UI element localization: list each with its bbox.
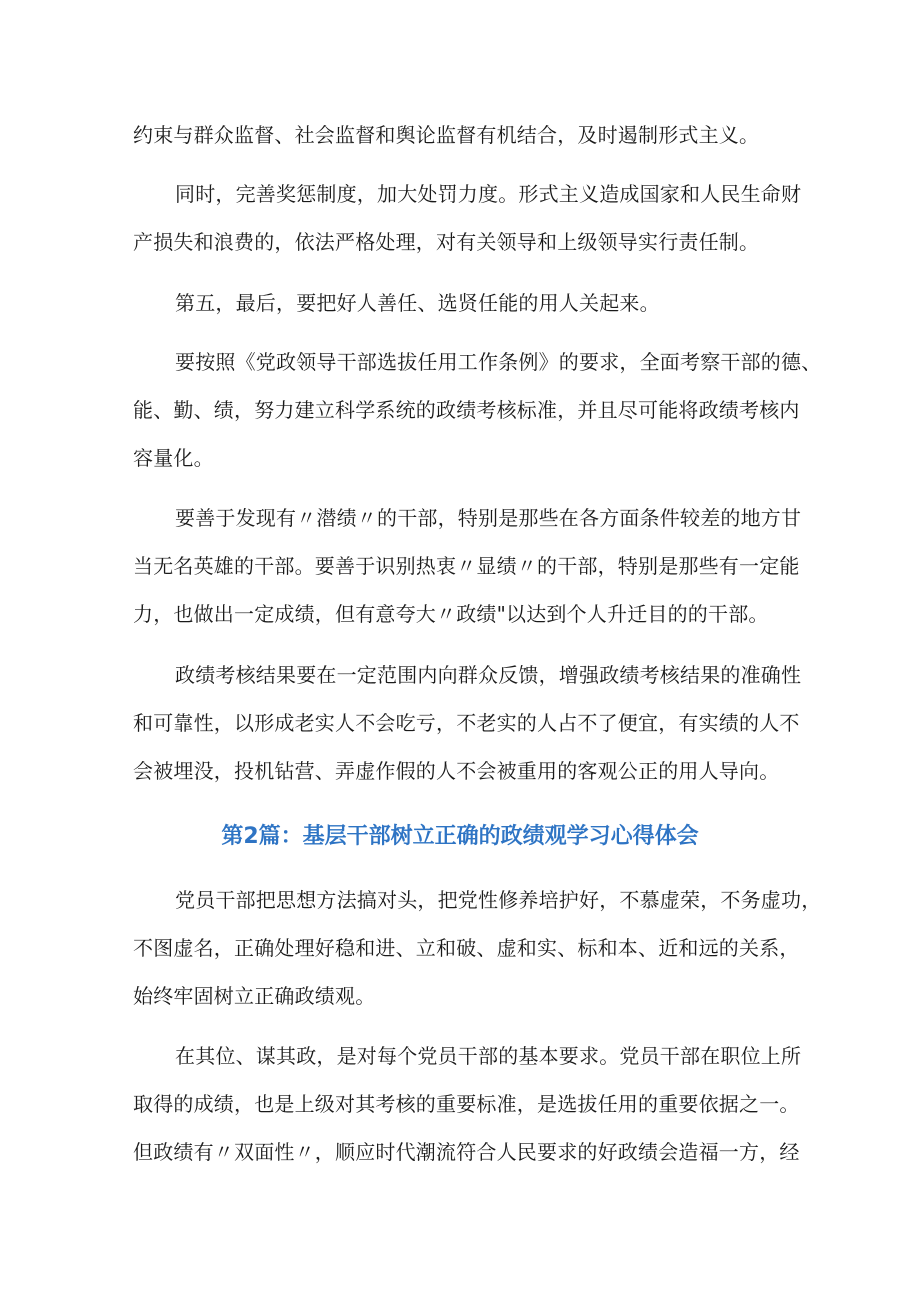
text-line: 容量化。: [133, 446, 214, 470]
paragraph-regulations: [133, 338, 822, 482]
text-line: 但政绩有〃双面性〃，顺应时代潮流符合人民要求的好政绩会造福一方，经: [133, 1140, 800, 1164]
text-line: 第五，最后，要把好人善任、选贤任能的用人关起来。: [175, 291, 660, 315]
text-line: 始终牢固树立正确政绩观。: [133, 984, 376, 1008]
text-line: 约束与群众监督、社会监督和舆论监督有机结合，及时遏制形式主义。: [133, 123, 760, 147]
text-line: 同时，完善奖惩制度，加大处罚力度。形式主义造成国家和人民生命财: [175, 182, 802, 206]
paragraph-point-five: [133, 279, 803, 327]
text-line: 要按照《党政领导干部选拔任用工作条例》的要求，全面考察干部的德、: [175, 350, 822, 374]
text-line: 要善于发现有〃潜绩〃的干部，特别是那些在各方面条件较差的地方甘: [175, 506, 802, 530]
paragraph-hidden-achievements: [133, 494, 803, 638]
text-line: 取得的成绩，也是上级对其考核的重要标准，是选拔任用的重要依据之一。: [133, 1092, 800, 1116]
paragraph-feedback: [133, 651, 803, 795]
text-line: 党员干部把思想方法搞对头，把党性修养培护好，不慕虚荣，不务虚功，: [175, 888, 822, 912]
text-line: 力，也做出一定成绩，但有意夸大〃政绩"以达到个人升迁目的的干部。: [133, 602, 769, 626]
section-heading: 第2篇：基层干部树立正确的政绩观学习心得体会: [221, 824, 699, 849]
text-line: 政绩考核结果要在一定范围内向群众反馈，增强政绩考核结果的准确性: [175, 663, 802, 687]
text-line: 和可靠性，以形成老实人不会吃亏，不老实的人占不了便宜，有实绩的人不: [133, 711, 800, 735]
paragraph-continuation: [133, 111, 803, 159]
text-line: 能、勤、绩，努力建立科学系统的政绩考核标准，并且尽可能将政绩考核内: [133, 398, 800, 422]
text-line: 在其位、谋其政，是对每个党员干部的基本要求。党员干部在职位上所: [175, 1044, 802, 1068]
text-line: 会被埋没，投机钻营、弄虚作假的人不会被重用的客观公正的用人导向。: [133, 759, 780, 783]
text-line: 不图虚名，正确处理好稳和进、立和破、虚和实、标和本、近和远的关系，: [133, 936, 800, 960]
text-line: 产损失和浪费的，依法严格处理，对有关领导和上级领导实行责任制。: [133, 230, 760, 254]
paragraph-basic-requirements: [133, 1032, 803, 1176]
paragraph-thinking-methods: [133, 876, 822, 1020]
paragraph-rewards-penalties: [133, 170, 803, 266]
text-line: 当无名英雄的干部。要善于识别热衷〃显绩〃的干部，特别是那些有一定能: [133, 554, 800, 578]
